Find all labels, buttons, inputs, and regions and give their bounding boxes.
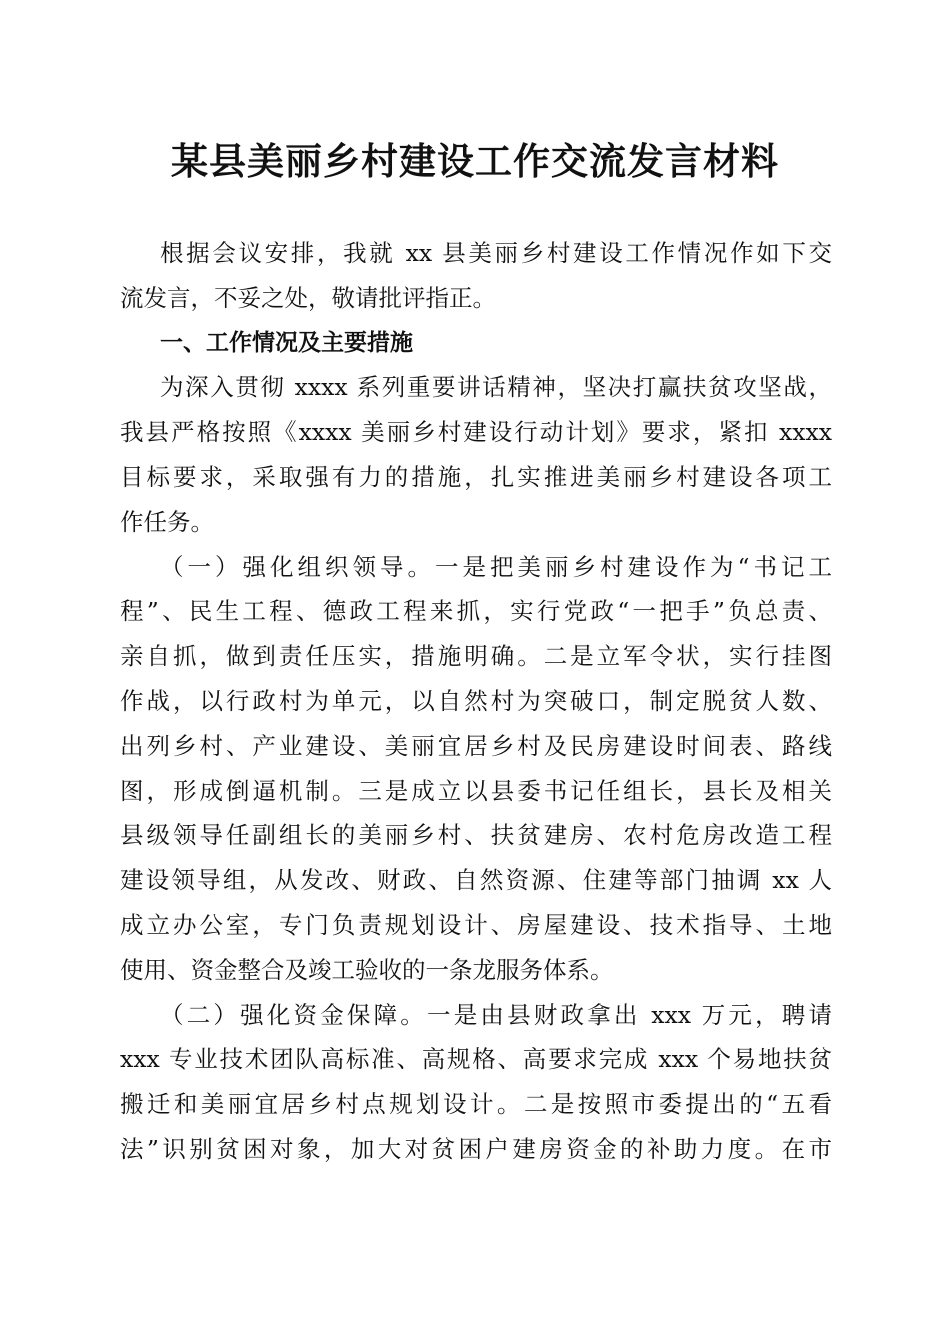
paragraph-line: 成立办公室，专门负责规划设计、房屋建设、技术指导、土地 <box>120 910 832 939</box>
paragraph-line: 作任务。 <box>120 507 214 536</box>
paragraph-line: xxx 专业技术团队高标准、高规格、高要求完成 xxx 个易地扶贫 <box>120 1045 832 1074</box>
paragraph-line: 作战，以行政村为单元，以自然村为突破口，制定脱贫人数、 <box>120 686 832 715</box>
paragraph-line: 目标要求，采取强有力的措施，扎实推进美丽乡村建设各项工 <box>120 462 832 491</box>
paragraph-line: 法”识别贫困对象，加大对贫困户建房资金的补助力度。在市 <box>120 1134 832 1163</box>
paragraph-line: 搬迁和美丽宜居乡村点规划设计。二是按照市委提出的“五看 <box>120 1090 832 1119</box>
document-title: 某县美丽乡村建设工作交流发言材料 <box>171 139 779 183</box>
paragraph-line: 图，形成倒逼机制。三是成立以县委书记任组长，县长及相关 <box>120 776 832 805</box>
paragraph-line: 县级领导任副组长的美丽乡村、扶贫建房、农村危房改造工程 <box>120 821 832 850</box>
paragraph-line: 出列乡村、产业建设、美丽宜居乡村及民房建设时间表、路线 <box>120 731 832 760</box>
paragraph-line: 根据会议安排，我就 xx 县美丽乡村建设工作情况作如下交 <box>160 239 832 267</box>
paragraph-line: 为深入贯彻 xxxx 系列重要讲话精神，坚决打赢扶贫攻坚战， <box>160 373 832 402</box>
paragraph-line: （一）强化组织领导。一是把美丽乡村建设作为“书记工 <box>160 552 832 581</box>
paragraph-line: 程”、民生工程、德政工程来抓，实行党政“一把手”负总责、 <box>120 597 832 626</box>
paragraph-line: （二）强化资金保障。一是由县财政拿出 xxx 万元，聘请 <box>160 1000 832 1029</box>
paragraph-line: 建设领导组，从发改、财政、自然资源、住建等部门抽调 xx 人 <box>120 866 832 895</box>
section-heading: 一、工作情况及主要措施 <box>160 329 413 356</box>
paragraph-line: 我县严格按照《xxxx 美丽乡村建设行动计划》要求，紧扣 xxxx <box>120 418 832 447</box>
paragraph-line: 流发言，不妥之处，敬请批评指正。 <box>120 283 496 312</box>
paragraph-line: 使用、资金整合及竣工验收的一条龙服务体系。 <box>120 955 614 984</box>
document-body <box>120 231 832 1172</box>
paragraph-line: 亲自抓，做到责任压实，措施明确。二是立军令状，实行挂图 <box>120 642 832 671</box>
